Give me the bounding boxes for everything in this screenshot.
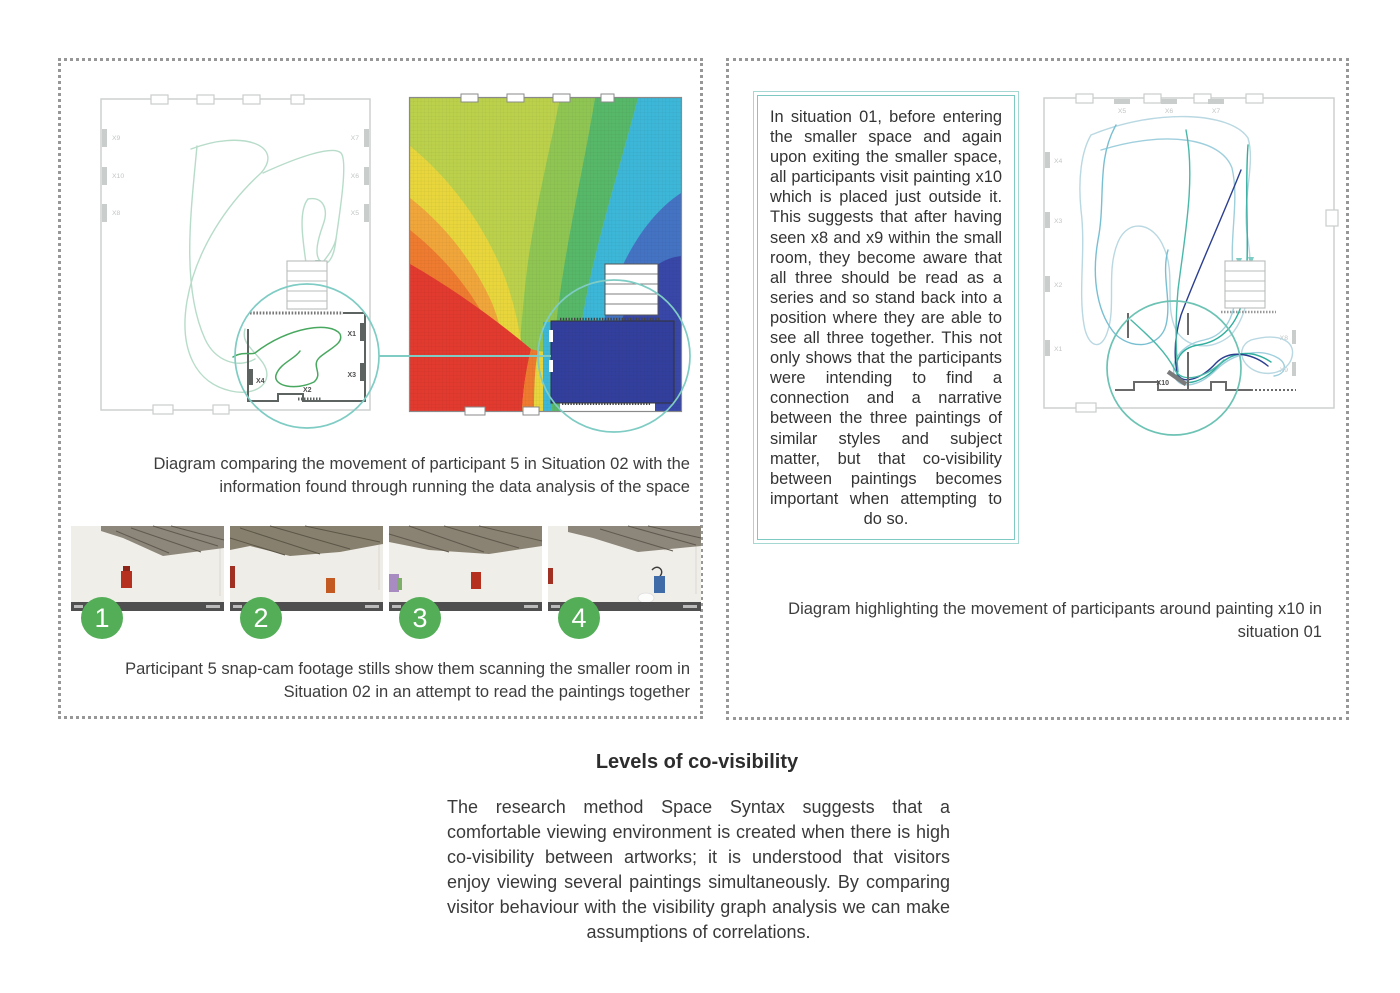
snapcam-photo-strip [71,526,701,611]
painting-label-x1: X1 [1054,346,1063,353]
figure-caption: Participant 5 snap-cam footage stills show them scanning the smaller room in Situation 02 in an attempt to read the paintings together [125,660,690,701]
painting-label-x10: X10 [112,173,125,180]
painting-label-x8: X8 [1279,335,1288,342]
photo-number: 2 [253,602,269,633]
circle-connector-line [379,355,551,357]
annotation-textbox [753,91,1019,544]
left-figure-panel [58,58,703,719]
painting-label-x5: X5 [350,210,359,217]
room-label-x2: X2 [303,387,312,394]
photo-number: 3 [412,602,428,633]
painting-label-x2: X2 [1054,282,1063,289]
figure-caption: Diagram highlighting the movement of participants around painting x10 in situation 01 [788,600,1322,641]
painting-label-x9: X9 [1279,367,1288,374]
painting-label-x3: X3 [1054,218,1063,225]
photo-number-badge [240,597,282,639]
painting-label-x6: X6 [350,173,359,180]
visibility-graph-heatmap [403,91,688,418]
heatmap-field [410,98,681,412]
photo-number-badge [81,597,123,639]
painting-label-x6: X6 [1164,108,1174,115]
section-paragraph: The research method Space Syntax suggests that a comfortable viewing environment is created when there is high co-visibility between artworks; it is understood that visitors enjoy viewing several paintings simultaneously. By comparing visitor behaviour with the visibility graph analysis we can make assumptions of correlations. [447,797,950,942]
photo-number-badge [399,597,441,639]
painting-label-x8: X8 [112,210,121,217]
right-figure-panel [726,58,1349,720]
staircase [1225,261,1265,308]
figure-caption: Diagram comparing the movement of participant 5 in Situation 02 with the information found through running the data analysis of the space [153,455,690,496]
room-label-x4: X4 [256,378,265,385]
floor-plan-participant5-diagram [93,91,378,418]
floor-plan-situation01-diagram [1036,90,1343,416]
room-label-x1: X1 [347,331,356,338]
painting-label-x10: X10 [1156,380,1169,387]
photo-number: 1 [94,602,110,633]
annotation-text: In situation 01, before entering the smaller space and again upon exiting the smaller space, all participants visit painting x10 which is placed just outside it. This suggests that after having seen x8 and x9 within the small room, they become aware that all three should be read as a series and so stand back into a position where they are able to see all three together. This not only shows that the participants were intending to find a connection and a narrative between the three paintings of similar styles and subject matter, but that co-visibility between paintings becomes important when attempting to do so. [757,95,1015,540]
photo-number: 4 [571,602,587,633]
photo-number-badge [558,597,600,639]
painting-label-x5: X5 [1117,108,1127,115]
painting-label-x7: X7 [350,135,359,142]
painting-label-x4: X4 [1054,158,1063,165]
painting-label-x9: X9 [112,135,121,142]
painting-label-x7: X7 [1211,108,1221,115]
room-label-x3: X3 [347,372,356,379]
section-heading: Levels of co-visibility [595,751,799,773]
